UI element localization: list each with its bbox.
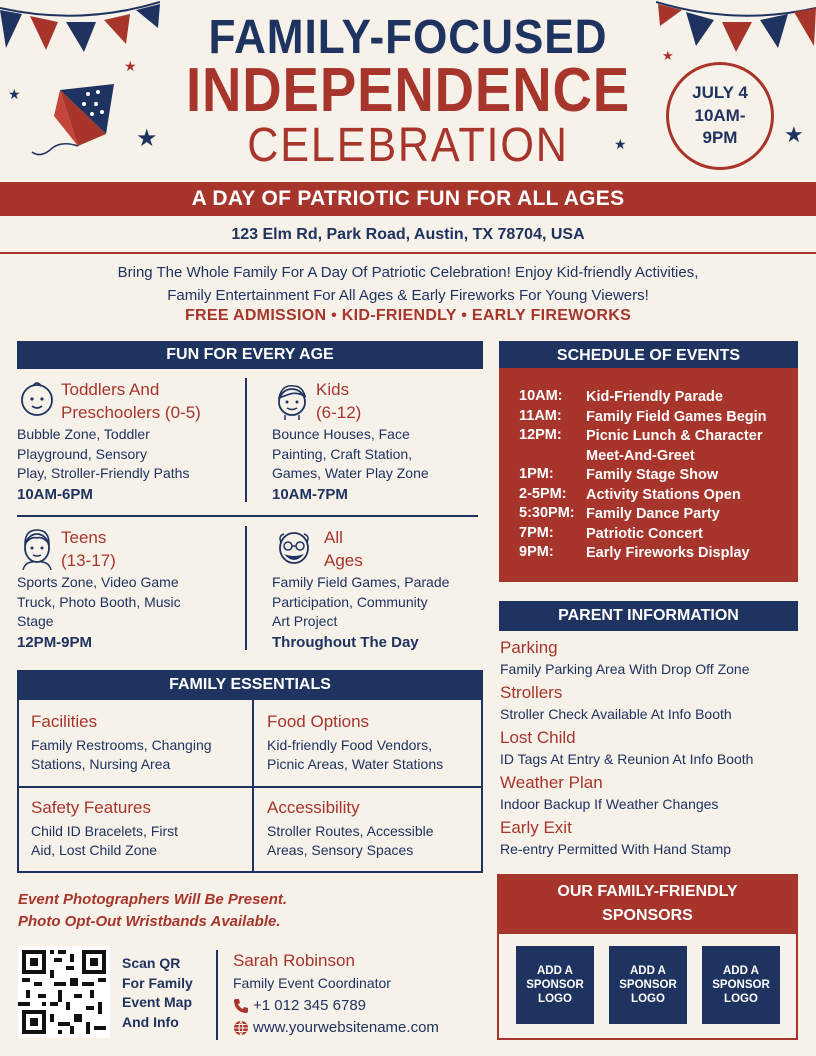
age-title-line: Kids — [316, 380, 350, 399]
age-title — [61, 526, 116, 572]
title-line-3: CELEBRATION — [247, 119, 569, 172]
age-title-line: Ages — [324, 551, 363, 570]
age-description — [272, 573, 449, 632]
date-text: JULY 4 — [692, 82, 748, 102]
age-desc-line: Bounce Houses, Face — [272, 426, 410, 442]
sponsor-logo-line: ADD A — [629, 965, 666, 977]
essential-desc: Child ID Bracelets, First — [31, 823, 179, 839]
scan-line: And Info — [122, 1013, 179, 1030]
age-title — [316, 378, 361, 424]
contact-name: Sarah Robinson — [233, 951, 355, 970]
scan-line: Event Map — [122, 994, 193, 1010]
schedule-time: 11AM: — [519, 407, 562, 424]
divider — [245, 526, 247, 650]
age-title-line: All — [324, 528, 343, 547]
schedule-event: Family Dance Party — [586, 506, 720, 522]
age-title-line: Preschoolers (0-5) — [61, 403, 201, 422]
contact-phone[interactable] — [233, 997, 366, 1014]
essential-safety — [31, 798, 178, 860]
schedule-event: Early Fireworks Display — [586, 545, 750, 561]
star-icon: ★ — [784, 122, 804, 147]
intro-line-2: Family Entertainment For All Ages & Early Fireworks For Young Viewers! — [167, 287, 649, 304]
parent-info-heading: PARENT INFORMATION — [499, 601, 798, 631]
kid-face-icon — [272, 378, 312, 422]
age-title-line: (13-17) — [61, 551, 116, 570]
fun-heading: FUN FOR EVERY AGE — [17, 341, 483, 369]
schedule-time: 9PM: — [519, 544, 554, 560]
website-url: www.yourwebsitename.com — [253, 1019, 439, 1036]
divider — [19, 786, 481, 788]
teen-face-icon — [17, 526, 57, 570]
essential-title: Food Options — [267, 712, 370, 731]
schedule-event: Activity Stations Open — [586, 486, 741, 503]
event-address: 123 Elm Rd, Park Road, Austin, TX 78704, USA — [231, 226, 585, 243]
parent-info-title: Weather Plan — [500, 773, 603, 792]
parent-info-title: Lost Child — [500, 728, 576, 747]
age-desc-line: Stage — [17, 613, 54, 629]
age-title-line: Toddlers And — [61, 380, 160, 399]
age-time: 10AM-7PM — [272, 486, 348, 503]
time-end-text: 9PM — [702, 128, 738, 148]
parent-info-title: Strollers — [500, 683, 563, 702]
schedule-event: Family Field Games Begin — [586, 408, 767, 425]
age-desc-line: Sports Zone, Video Game — [17, 574, 179, 590]
essential-desc: Kid-friendly Food Vendors, — [267, 737, 432, 753]
parent-info-title: Early Exit — [500, 818, 572, 837]
schedule-event: Family Stage Show — [586, 467, 719, 483]
schedule-event: Patriotic Concert — [586, 525, 703, 542]
schedule-time: 1PM: — [519, 466, 554, 482]
essential-desc: Aid, Lost Child Zone — [31, 842, 158, 858]
age-desc-line: Playground, Sensory — [17, 445, 147, 462]
age-time: 10AM-6PM — [17, 486, 93, 503]
parent-info-desc: Family Parking Area With Drop Off Zone — [500, 661, 750, 677]
age-description — [17, 425, 189, 484]
sponsor-logo-placeholder — [609, 946, 687, 1024]
age-desc-line: Art Project — [272, 613, 338, 629]
essential-desc: Areas, Sensory Spaces — [267, 842, 414, 858]
divider — [216, 950, 218, 1040]
essential-facilities — [31, 712, 212, 774]
essential-title: Safety Features — [31, 798, 152, 817]
essential-desc: Stroller Routes, Accessible — [267, 823, 434, 839]
photo-note-line: Event Photographers Will Be Present. — [18, 891, 288, 908]
divider — [0, 252, 816, 254]
schedule-time: 2-5PM: — [519, 485, 567, 502]
schedule-time: 10AM: — [519, 388, 563, 404]
essentials-heading: FAMILY ESSENTIALS — [17, 670, 483, 700]
scan-line: For Family — [122, 974, 193, 991]
phone-number: +1 012 345 6789 — [253, 997, 367, 1014]
qr-code[interactable] — [18, 946, 110, 1038]
essential-accessibility — [267, 798, 434, 860]
star-icon: ★ — [124, 58, 137, 74]
sponsor-logo-line: LOGO — [724, 993, 758, 1005]
parent-info-desc: Re-entry Permitted With Hand Stamp — [500, 841, 732, 857]
star-icon: ★ — [8, 86, 21, 102]
sponsor-logo-line: SPONSOR — [619, 979, 677, 991]
subtitle-banner: A DAY OF PATRIOTIC FUN FOR ALL AGES — [0, 182, 816, 216]
intro-line-1: Bring The Whole Family For A Day Of Patriotic Celebration! Enjoy Kid-friendly Activities, — [117, 264, 699, 281]
sponsor-logo-line: SPONSOR — [712, 979, 770, 991]
elder-face-icon — [272, 526, 316, 570]
schedule-time: 12PM: — [519, 427, 562, 443]
scan-instructions — [122, 954, 193, 1032]
age-desc-line: Play, Stroller-Friendly Paths — [17, 465, 190, 481]
essentials-grid — [17, 698, 483, 873]
title-line-2: INDEPENDENCE — [185, 56, 631, 125]
age-desc-line: Bubble Zone, Toddler — [17, 426, 150, 442]
divider — [17, 515, 478, 517]
sponsor-logo-line: LOGO — [538, 993, 572, 1005]
photo-note — [18, 889, 287, 933]
age-title-line: Teens — [61, 528, 107, 547]
essential-desc: Stations, Nursing Area — [31, 756, 171, 772]
tagline: FREE ADMISSION • KID-FRIENDLY • EARLY FIREWORKS — [184, 307, 632, 324]
schedule-time: 7PM: — [519, 524, 554, 541]
age-desc-line: Truck, Photo Booth, Music — [17, 593, 181, 610]
contact-role: Family Event Coordinator — [233, 975, 391, 991]
age-time: 12PM-9PM — [17, 634, 93, 651]
date-badge — [666, 62, 774, 170]
age-time: Throughout The Day — [272, 634, 419, 651]
star-icon: ★ — [136, 125, 158, 152]
schedule-list — [499, 368, 798, 582]
age-title — [324, 526, 363, 572]
age-title-line: (6-12) — [316, 403, 362, 422]
age-desc-line: Family Field Games, Parade — [272, 574, 450, 590]
contact-website[interactable] — [233, 1019, 439, 1036]
parent-info-title: Parking — [500, 638, 558, 657]
sponsor-logo-line: ADD A — [722, 965, 759, 977]
parent-info-desc: Indoor Backup If Weather Changes — [500, 796, 719, 812]
sponsor-logo-line: ADD A — [536, 965, 573, 977]
sponsors-section — [497, 874, 798, 1040]
parent-info-desc: Stroller Check Available At Info Booth — [500, 706, 732, 722]
age-desc-line: Painting, Craft Station, — [272, 445, 413, 462]
age-description — [17, 573, 181, 632]
age-desc-line: Participation, Community — [272, 593, 428, 610]
divider — [245, 378, 247, 502]
essential-title: Accessibility — [267, 798, 360, 817]
phone-icon — [233, 998, 249, 1014]
photo-note-line: Photo Opt-Out Wristbands Available. — [18, 913, 281, 930]
sponsors-heading-line: SPONSORS — [602, 907, 693, 924]
sponsors-heading-line: OUR FAMILY-FRIENDLY — [557, 883, 738, 900]
essential-desc: Family Restrooms, Changing — [31, 737, 212, 753]
sponsors-heading — [499, 876, 796, 934]
essential-desc: Picnic Areas, Water Stations — [267, 756, 444, 772]
title-line-1: FAMILY-FOCUSED — [208, 11, 608, 64]
sponsor-logo-line: SPONSOR — [526, 979, 584, 991]
sponsor-logo-placeholder — [516, 946, 594, 1024]
schedule-event: Kid-Friendly Parade — [586, 389, 723, 405]
schedule-time: 5:30PM: — [519, 505, 575, 521]
star-icon: ★ — [614, 136, 627, 152]
toddler-face-icon — [17, 378, 57, 422]
age-description — [272, 425, 429, 484]
parent-info-desc: ID Tags At Entry & Reunion At Info Booth — [500, 751, 754, 767]
sponsor-logo-placeholder — [702, 946, 780, 1024]
essential-food — [267, 712, 443, 774]
globe-icon — [233, 1020, 249, 1036]
time-start-text: 10AM- — [694, 105, 746, 125]
sponsor-logo-line: LOGO — [631, 993, 665, 1005]
intro-text — [30, 261, 786, 307]
star-icon: ★ — [662, 48, 674, 63]
schedule-event: Picnic Lunch & Character Meet-And-Greet — [586, 428, 763, 464]
scan-line: Scan QR — [122, 955, 181, 971]
essential-title: Facilities — [31, 712, 98, 731]
age-desc-line: Games, Water Play Zone — [272, 465, 429, 481]
schedule-heading: SCHEDULE OF EVENTS — [499, 341, 798, 371]
age-title — [61, 378, 201, 424]
